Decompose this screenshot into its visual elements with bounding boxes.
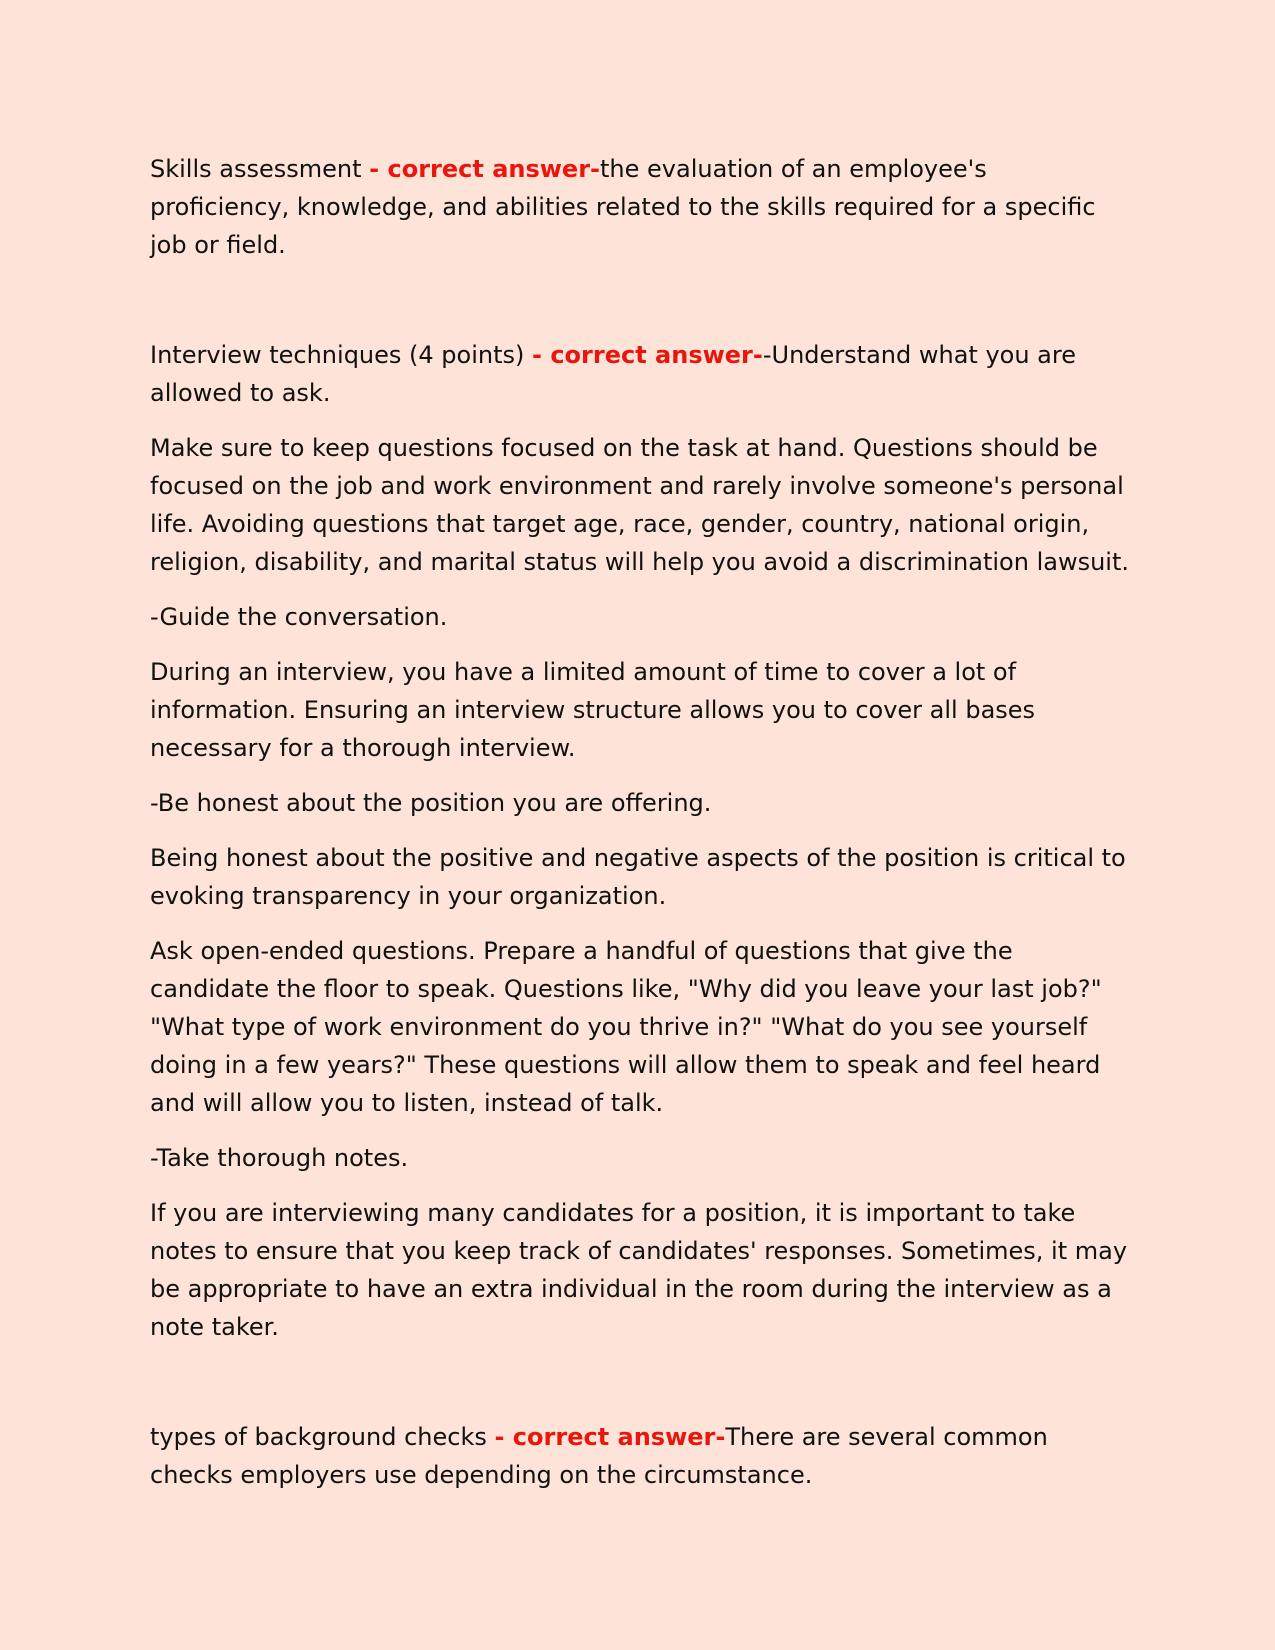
- answer-paragraph: During an interview, you have a limited amount of time to cover a lot of information. Ensuring an interview structure allows you to cover all bases necessary for a thorough interview.: [150, 658, 1036, 762]
- answer-paragraph: -Guide the conversation.: [150, 603, 448, 631]
- flashcard-entry-skills-assessment: [150, 150, 1130, 264]
- entry-answer-text: There are several common checks employers use depending on the circumstance.: [150, 1423, 1048, 1489]
- correct-answer-marker: - correct answer-: [532, 341, 763, 369]
- flashcard-entry-background-checks: [150, 1418, 1130, 1494]
- correct-answer-marker: - correct answer-: [494, 1423, 726, 1451]
- entry-first-paragraph: [150, 336, 1130, 412]
- correct-answer-marker: - correct answer-: [369, 155, 601, 183]
- answer-paragraph: -Be honest about the position you are offering.: [150, 789, 712, 817]
- entry-first-paragraph: [150, 1418, 1130, 1494]
- answer-paragraph: If you are interviewing many candidates for a position, it is important to take notes to ensure that you keep track of candidates' responses. Sometimes, it may be appropriate to have an extra individual in the room during the interview as a note taker.: [150, 1199, 1128, 1341]
- entry-term: types of background checks: [150, 1423, 495, 1451]
- entry-term: Skills assessment: [150, 155, 370, 183]
- answer-paragraph: Being honest about the positive and negative aspects of the position is critical to evoking transparency in your organization.: [150, 844, 1126, 910]
- flashcard-entry-interview-techniques: [150, 336, 1130, 1346]
- document-page: [150, 150, 1130, 1511]
- answer-paragraph: Ask open-ended questions. Prepare a handful of questions that give the candidate the floor to speak. Questions like, "Why did you leave your last job?" "What type of work environment do you thrive in?" "What do you see yourself doing in a few years?" These questions will allow them to speak and feel heard and will allow you to listen, instead of talk.: [150, 937, 1102, 1117]
- entry-first-paragraph: [150, 150, 1130, 264]
- entry-term: Interview techniques (4 points): [150, 341, 532, 369]
- entry-answer-text: the evaluation of an employee's proficiency, knowledge, and abilities related to the skills required for a specific job or field.: [150, 155, 1096, 259]
- entry-answer-text: -Understand what you are allowed to ask.: [150, 341, 1076, 407]
- answer-paragraph: -Take thorough notes.: [150, 1144, 409, 1172]
- answer-paragraph: Make sure to keep questions focused on the task at hand. Questions should be focused on the job and work environment and rarely involve someone's personal life. Avoiding questions that target age, race, gender, country, national origin, religion, disability, and marital status will help you avoid a discrimination lawsuit.: [150, 434, 1129, 576]
